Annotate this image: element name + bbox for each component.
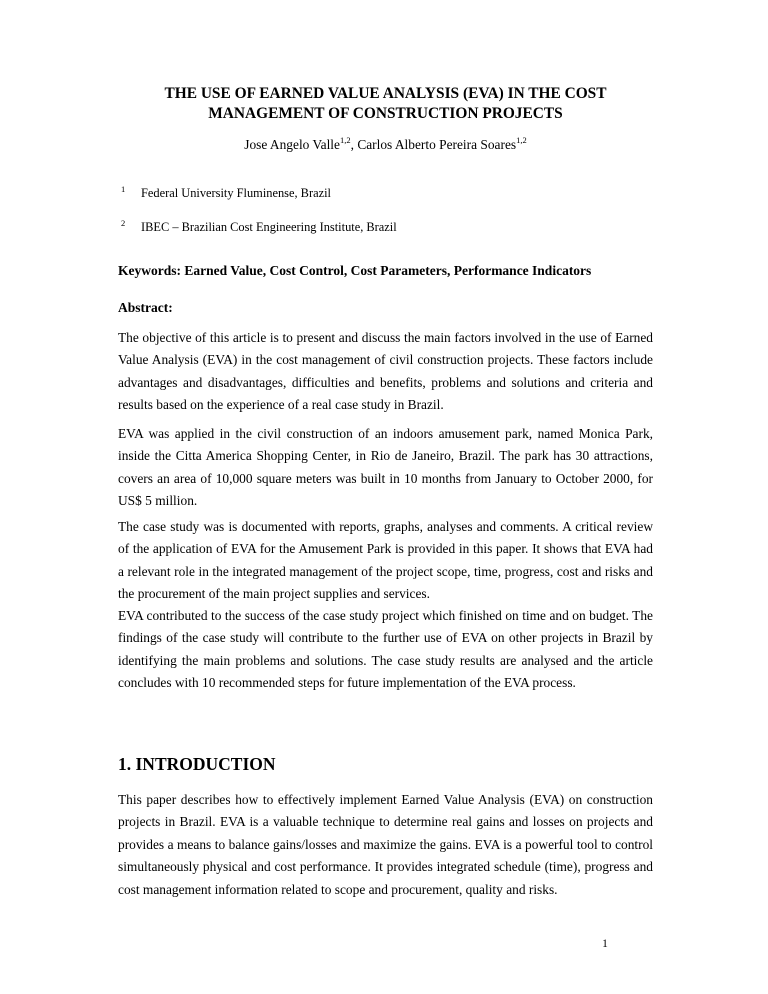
keywords: Keywords: Earned Value, Cost Control, Cost Parameters, Performance Indicators: [118, 263, 592, 278]
paper-title: THE USE OF EARNED VALUE ANALYSIS (EVA) IN THE COST MANAGEMENT OF CONSTRUCTION PROJECTS: [164, 85, 607, 122]
page-number: 1: [602, 938, 608, 950]
affiliation-number: 2: [121, 218, 126, 228]
author-name: Carlos Alberto Pereira Soares: [357, 137, 517, 152]
abstract-paragraph: EVA was applied in the civil construction of an indoors amusement park, named Monica Park, inside the Citta America Shopping Center, in Rio de Janeiro, Brazil. The park has 30 attractions, covers an area of 10,000 square meters was built in 10 months from January to October 2000, for US$ 5 million.: [118, 426, 653, 509]
abstract-heading: Abstract:: [118, 300, 173, 315]
affiliation-text: IBEC – Brazilian Cost Engineering Institute, Brazil: [141, 220, 397, 234]
abstract-paragraph: The objective of this article is to present and discuss the main factors involved in the use of Earned Value Analysis (EVA) in the cost management of civil construction projects. These factors include advantages and disadvantages, difficulties and benefits, problems and solutions and criteria and results based on the experience of a real case study in Brazil.: [118, 330, 653, 413]
affiliation-text: Federal University Fluminense, Brazil: [141, 186, 331, 200]
abstract-paragraph: EVA contributed to the success of the case study project which finished on time and on budget. The findings of the case study will contribute to the further use of EVA on other projects in Brazil by identifying the main problems and solutions. The case study results are analysed and the article concludes with 10 recommended steps for future implementation of the EVA process.: [118, 608, 653, 691]
author-affiliation-marker: 1,2: [339, 135, 351, 145]
abstract-paragraph: The case study was is documented with reports, graphs, analyses and comments. A critical review of the application of EVA for the Amusement Park is provided in this paper. It shows that EVA had a relevant role in the integrated management of the project scope, time, progress, cost and risks and the procurement of the main project supplies and services.: [118, 519, 653, 602]
author-line: [118, 136, 653, 154]
author-name: Jose Angelo Valle: [244, 137, 340, 152]
introduction-paragraph: This paper describes how to effectively implement Earned Value Analysis (EVA) on construction projects in Brazil. EVA is a valuable technique to determine real gains and losses on projects and provides a means to balance gains/losses and maximize the gains. EVA is a powerful tool to control simultaneously physical and cost performance. It provides integrated schedule (time), progress and cost management information related to scope and procurement, quality and risks.: [118, 792, 653, 897]
author-affiliation-marker: 1,2: [516, 135, 527, 145]
section-heading-introduction: 1. INTRODUCTION: [118, 754, 276, 774]
affiliation-number: 1: [121, 184, 126, 194]
author-separator: ,: [350, 137, 358, 152]
